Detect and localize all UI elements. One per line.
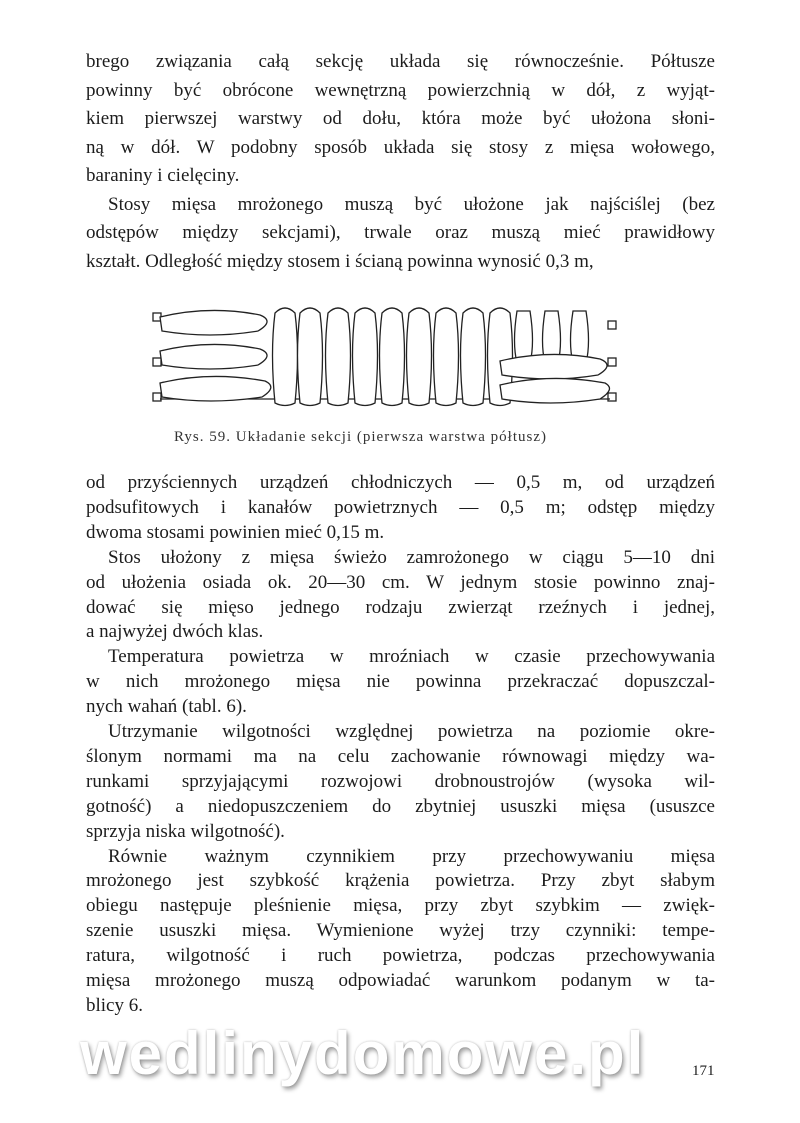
text-line: obiegu następuje pleśnienie mięsa, przy zbyt szybkim — zwięk- <box>86 895 715 917</box>
text-line: dować się mięso jednego rodzaju zwierząt rzeźnych i jednej, <box>86 596 715 618</box>
text-line: Stosy mięsa mrożonego muszą być ułożone jak najściślej (bez <box>108 193 715 215</box>
text-line: blicy 6. <box>86 994 143 1016</box>
text-line: kiem pierwszej warstwy od dołu, która może być ułożona słoni- <box>86 108 715 129</box>
text-line: runkami sprzyjającymi rozwojowi drobnoustrojów (wysoka wil- <box>86 770 715 792</box>
figure-caption: Rys. 59. Układanie sekcji (pierwsza warstwa półtusz) <box>174 429 547 445</box>
figure-carcass-stacking <box>150 303 620 413</box>
text-line: brego związania całą sekcję układa się równocześnie. Półtusze <box>86 51 715 72</box>
text-line: ratura, wilgotność i ruch powietrza, podczas przechowywania <box>86 945 715 967</box>
text-line: w nich mrożonego mięsa nie powinna przekraczać dopuszczal- <box>86 671 715 693</box>
text-line: baraniny i cielęciny. <box>86 165 240 186</box>
text-line: odstępów między sekcjami), trwale oraz muszą mieć prawidłowy <box>86 222 715 243</box>
text-line: kształt. Odległość między stosem i ścianą powinna wynosić 0,3 m, <box>86 250 594 272</box>
text-line: sprzyja niska wilgotność). <box>86 820 285 842</box>
text-line: Stos ułożony z mięsa świeżo zamrożonego w ciągu 5—10 dni <box>108 546 715 568</box>
text-line: mrożonego jest szybkość krążenia powietrza. Przy zbyt słabym <box>86 870 715 892</box>
text-line: Równie ważnym czynnikiem przy przechowywaniu mięsa <box>108 845 715 867</box>
text-line: podsufitowych i kanałów powietrznych — 0,5 m; odstęp między <box>86 496 715 518</box>
text-line: szenie ususzki mięsa. Wymienione wyżej trzy czynniki: tempe- <box>86 920 715 942</box>
text-line: nych wahań (tabl. 6). <box>86 696 247 718</box>
text-line: a najwyżej dwóch klas. <box>86 621 264 643</box>
text-line: powinny być obrócone wewnętrzną powierzchnią w dół, z wyjąt- <box>86 79 715 101</box>
text-line: Utrzymanie wilgotności względnej powietrza na poziomie okre- <box>108 721 715 742</box>
watermark-logo: wedlinydomowe.pl <box>80 1020 646 1087</box>
text-line: ślonym normami ma na celu zachowanie równowagi między wa- <box>86 745 715 767</box>
text-line: od ułożenia osiada ok. 20—30 cm. W jednym stosie powinno znaj- <box>86 571 715 593</box>
text-line: od przyściennych urządzeń chłodniczych — 0,5 m, od urządzeń <box>86 472 715 493</box>
text-line: mięsa mrożonego muszą odpowiadać warunkom podanym w ta- <box>86 970 715 991</box>
text-line: Temperatura powietrza w mroźniach w czasie przechowywania <box>108 646 715 668</box>
text-line: ną w dół. W podobny sposób układa się stosy z mięsa wołowego, <box>86 136 715 158</box>
text-line: gotność) a niedopuszczeniem do zbytniej ususzki mięsa (ususzce <box>86 795 715 817</box>
text-line: dwoma stosami powinien mieć 0,15 m. <box>86 521 385 543</box>
page-number: 171 <box>692 1063 715 1079</box>
